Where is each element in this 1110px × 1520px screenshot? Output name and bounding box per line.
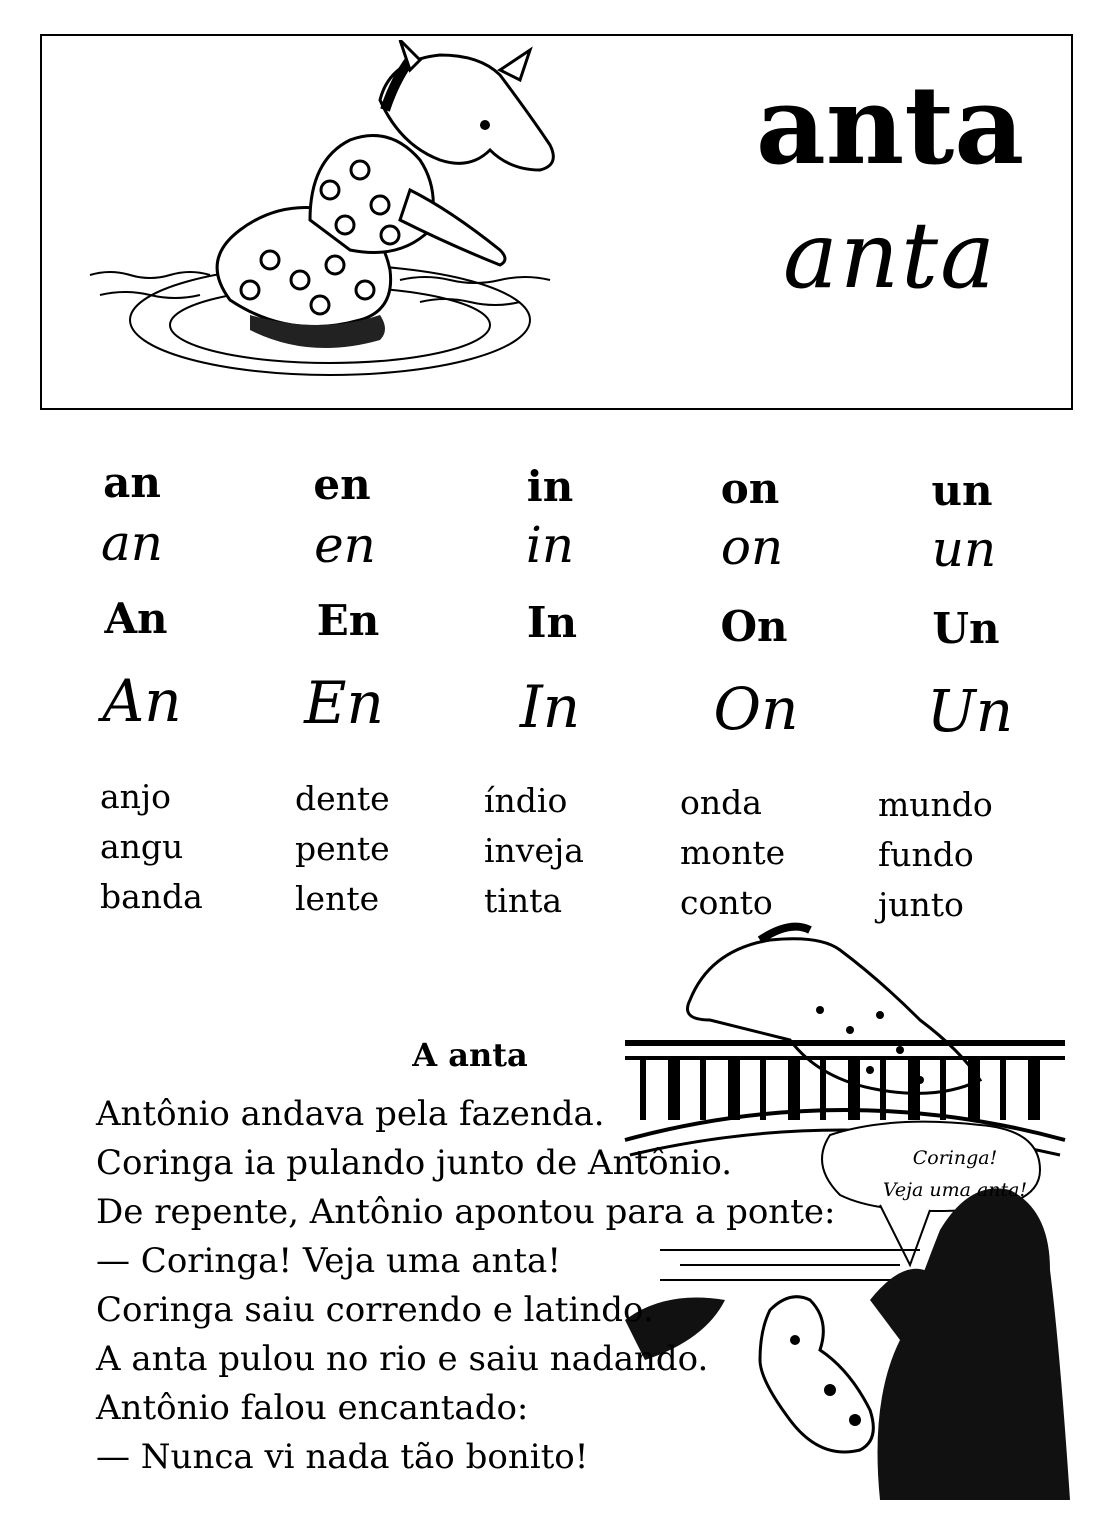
syllable-upper-print-in: In: [526, 598, 578, 647]
word-item: pente: [295, 829, 390, 868]
story-text: [96, 1090, 835, 1482]
word-item: tinta: [484, 881, 563, 920]
syllable-lower-print-in: in: [526, 462, 574, 511]
story-line: Antônio falou encantado:: [96, 1388, 529, 1428]
syllable-lower-cursive-an: an: [100, 514, 163, 572]
syllable-lower-cursive-en: en: [314, 516, 376, 574]
word-item: fundo: [878, 835, 974, 874]
title-cursive: anta: [783, 202, 997, 309]
syllable-upper-print-on: On: [720, 602, 788, 651]
story-line: Antônio andava pela fazenda.: [96, 1094, 605, 1134]
speech-line: Coringa!: [912, 1147, 998, 1169]
story-line: Coringa saiu correndo e latindo.: [96, 1290, 654, 1330]
syllable-lower-print-un: un: [931, 466, 993, 515]
story-line: Coringa ia pulando junto de Antônio.: [96, 1143, 733, 1183]
syllable-upper-cursive-un: Un: [926, 677, 1014, 745]
title-print: anta: [755, 63, 1025, 189]
word-column-un: [878, 780, 993, 930]
word-item: inveja: [484, 831, 584, 870]
word-item: angu: [100, 827, 184, 866]
syllable-upper-cursive-on: On: [713, 675, 799, 743]
story-title: A anta: [412, 1036, 528, 1074]
speech-line: Veja uma anta!: [882, 1179, 1028, 1201]
story-line: — Nunca vi nada tão bonito!: [96, 1437, 589, 1477]
word-item: conto: [680, 883, 773, 922]
word-column-in: [484, 776, 584, 926]
word-item: dente: [295, 779, 390, 818]
syllable-upper-cursive-in: In: [519, 673, 581, 741]
syllable-upper-print-an: An: [104, 594, 168, 643]
story-line: A anta pulou no rio e saiu nadando.: [96, 1339, 709, 1379]
syllable-lower-cursive-in: in: [525, 516, 575, 574]
word-item: lente: [295, 879, 380, 918]
syllable-upper-cursive-an: An: [102, 667, 182, 735]
story-line: De repente, Antônio apontou para a ponte:: [96, 1192, 836, 1232]
syllable-upper-cursive-en: En: [304, 669, 384, 737]
speech-bubble-text: [860, 1142, 1050, 1206]
tapir-swimming-illustration: [80, 40, 580, 400]
syllable-upper-print-un: Un: [932, 604, 1000, 653]
word-item: banda: [100, 877, 203, 916]
word-column-on: [680, 778, 785, 928]
word-item: monte: [680, 833, 786, 872]
syllable-lower-print-on: on: [720, 464, 780, 513]
syllable-lower-cursive-on: on: [720, 518, 784, 576]
syllable-lower-print-en: en: [313, 460, 371, 509]
word-item: anjo: [100, 777, 172, 816]
word-column-an: [100, 772, 203, 922]
word-item: índio: [484, 781, 568, 820]
word-item: mundo: [878, 785, 993, 824]
word-column-en: [295, 774, 390, 924]
word-item: onda: [680, 783, 762, 822]
word-item: junto: [878, 885, 964, 924]
story-line: — Coringa! Veja uma anta!: [96, 1241, 561, 1281]
syllable-upper-print-en: En: [316, 596, 380, 645]
syllable-lower-cursive-un: un: [931, 520, 997, 578]
syllable-lower-print-an: an: [103, 458, 161, 507]
